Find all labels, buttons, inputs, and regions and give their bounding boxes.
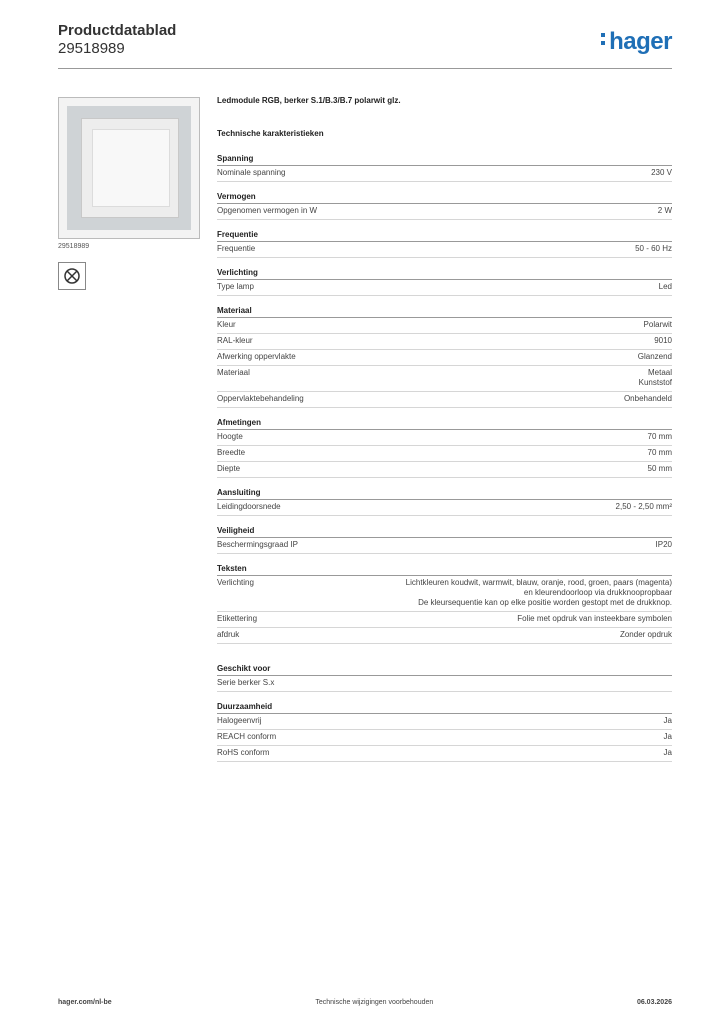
spec-row	[217, 430, 672, 446]
spec-value	[517, 614, 672, 624]
spec-label: Halogeenvrij	[217, 716, 262, 725]
spec-value-line: IP20	[655, 540, 672, 549]
spec-value-line: Ja	[663, 732, 672, 741]
spec-section	[217, 526, 672, 554]
spec-value-line: Led	[658, 282, 672, 291]
spec-value-line: 9010	[654, 336, 672, 345]
footer-date: 06.03.2026	[636, 999, 672, 1006]
spec-label: Kleur	[217, 320, 236, 329]
spec-label: Frequentie	[217, 244, 256, 253]
spec-section-title: Vermogen	[217, 192, 672, 204]
spec-value	[635, 244, 672, 254]
spec-section	[217, 488, 672, 516]
spec-value	[664, 716, 672, 726]
led-module-face	[92, 129, 170, 207]
product-code: 29518989	[58, 40, 125, 57]
spec-row	[217, 746, 672, 762]
spec-section-title: Afmetingen	[217, 418, 672, 430]
spec-value	[651, 168, 672, 178]
spec-row	[217, 612, 672, 628]
spec-value-line: Ja	[663, 716, 672, 725]
spec-row	[217, 204, 672, 220]
spec-row	[217, 334, 672, 350]
footer-website: hager.com/nl-be	[58, 999, 112, 1006]
spec-value	[639, 368, 672, 388]
spec-section	[217, 418, 672, 478]
spec-value-line: 230 V	[651, 168, 672, 177]
spec-row	[217, 730, 672, 746]
spec-section	[217, 192, 672, 220]
spec-section-title: Duurzaamheid	[217, 702, 672, 714]
spec-row	[217, 392, 672, 408]
spec-label: Leidingdoorsnede	[217, 502, 281, 511]
spec-section	[217, 306, 672, 408]
spec-value-line: 2 W	[657, 206, 672, 215]
spec-value-line: Onbehandeld	[623, 394, 672, 403]
product-details	[217, 96, 672, 772]
spec-value-line: Metaal	[647, 368, 672, 377]
document-title: Productdatablad	[58, 22, 177, 39]
spec-row	[217, 714, 672, 730]
spec-label: Verlichting	[217, 578, 254, 587]
spec-label: Opgenomen vermogen in W	[217, 206, 318, 215]
spec-label: Type lamp	[217, 282, 254, 291]
spec-label: Hoogte	[217, 432, 243, 441]
spec-label: Etikettering	[217, 614, 258, 623]
spec-row	[217, 576, 672, 612]
spec-value-line: Kunststof	[638, 378, 672, 387]
spec-row	[217, 166, 672, 182]
spec-value	[638, 352, 672, 362]
spec-value-line: Zonder opdruk	[619, 630, 672, 639]
tech-characteristics-title: Technische karakteristieken	[217, 129, 324, 138]
spec-section	[217, 268, 672, 296]
spec-value	[648, 464, 672, 474]
document-header	[58, 22, 176, 58]
spec-label: afdruk	[217, 630, 240, 639]
spec-row	[217, 350, 672, 366]
spec-row	[217, 446, 672, 462]
spec-label: Afwerking oppervlakte	[217, 352, 296, 361]
spec-value-line: 50 mm	[647, 464, 672, 473]
spec-section-title: Aansluiting	[217, 488, 672, 500]
spec-value	[664, 748, 672, 758]
spec-section-title: Spanning	[217, 154, 672, 166]
spec-value-line: 70 mm	[647, 432, 672, 441]
spec-section	[217, 230, 672, 258]
spec-value	[624, 394, 672, 404]
spec-section-title: Veiligheid	[217, 526, 672, 538]
led-module-plate	[81, 118, 179, 218]
spec-value	[656, 540, 672, 550]
spec-label: Materiaal	[217, 368, 250, 377]
spec-value	[406, 578, 672, 608]
spec-value-line: Glanzend	[637, 352, 672, 361]
product-image	[58, 97, 200, 239]
spec-value	[620, 630, 672, 640]
logo-dots-icon	[601, 33, 607, 47]
image-caption: 29518989	[58, 243, 90, 250]
spec-section	[217, 154, 672, 182]
spec-label: Breedte	[217, 448, 246, 457]
spec-row	[217, 500, 672, 516]
spec-value-line: Ja	[663, 748, 672, 757]
spec-value	[616, 502, 672, 512]
product-name: Ledmodule RGB, berker S.1/B.3/B.7 polarwit glz.	[217, 96, 401, 105]
spec-row	[217, 538, 672, 554]
logo-text: hager	[609, 28, 672, 55]
spec-value-line: 70 mm	[647, 448, 672, 457]
footer-disclaimer: Technische wijzigingen voorbehouden	[315, 999, 434, 1006]
spec-value	[654, 336, 672, 346]
spec-row	[217, 280, 672, 296]
spec-section	[217, 702, 672, 762]
spec-value	[664, 732, 672, 742]
spec-value-line: Folie met opdruk van insteekbare symbolen	[517, 614, 672, 623]
spec-label: Beschermingsgraad IP	[217, 540, 298, 549]
hager-logo	[601, 28, 672, 56]
spec-label: Nominale spanning	[217, 168, 286, 177]
lamp-symbol-icon	[58, 262, 86, 290]
spec-section-title: Verlichting	[217, 268, 672, 280]
spec-sections	[217, 154, 672, 762]
spec-label: RAL-kleur	[217, 336, 253, 345]
spec-section	[217, 664, 672, 692]
spec-section-title: Frequentie	[217, 230, 672, 242]
spec-value-line: en kleurendoorloop via drukknoopropbaar	[523, 588, 672, 597]
spec-value	[644, 320, 672, 330]
spec-section-title: Materiaal	[217, 306, 672, 318]
spec-section-title: Geschikt voor	[217, 664, 672, 676]
spec-row	[217, 366, 672, 392]
spec-row	[217, 318, 672, 334]
spec-value-line: 2,50 - 2,50 mm²	[615, 502, 672, 511]
spec-value	[648, 448, 672, 458]
spec-value	[648, 432, 672, 442]
spec-value-line: De kleursequentie kan op elke positie worden gestopt met de drukknop.	[418, 598, 672, 607]
spec-value	[658, 206, 672, 216]
spec-value-line: Polarwit	[643, 320, 672, 329]
spec-label: REACH conform	[217, 732, 277, 741]
spec-label: RoHS conform	[217, 748, 270, 757]
spec-row	[217, 242, 672, 258]
spec-value-line: 50 - 60 Hz	[635, 244, 672, 253]
spec-row	[217, 628, 672, 644]
document-footer	[58, 999, 672, 1006]
spec-value	[659, 282, 672, 292]
spec-value-line: Lichtkleuren koudwit, warmwit, blauw, oranje, rood, groen, paars (magenta)	[405, 578, 672, 587]
spec-row	[217, 676, 672, 692]
header-divider	[58, 68, 672, 69]
spec-section-title: Teksten	[217, 564, 672, 576]
spec-label: Oppervlaktebehandeling	[217, 394, 304, 403]
spec-label: Diepte	[217, 464, 241, 473]
spec-section	[217, 564, 672, 644]
spec-label: Serie berker S.x	[217, 678, 275, 687]
spec-row	[217, 462, 672, 478]
